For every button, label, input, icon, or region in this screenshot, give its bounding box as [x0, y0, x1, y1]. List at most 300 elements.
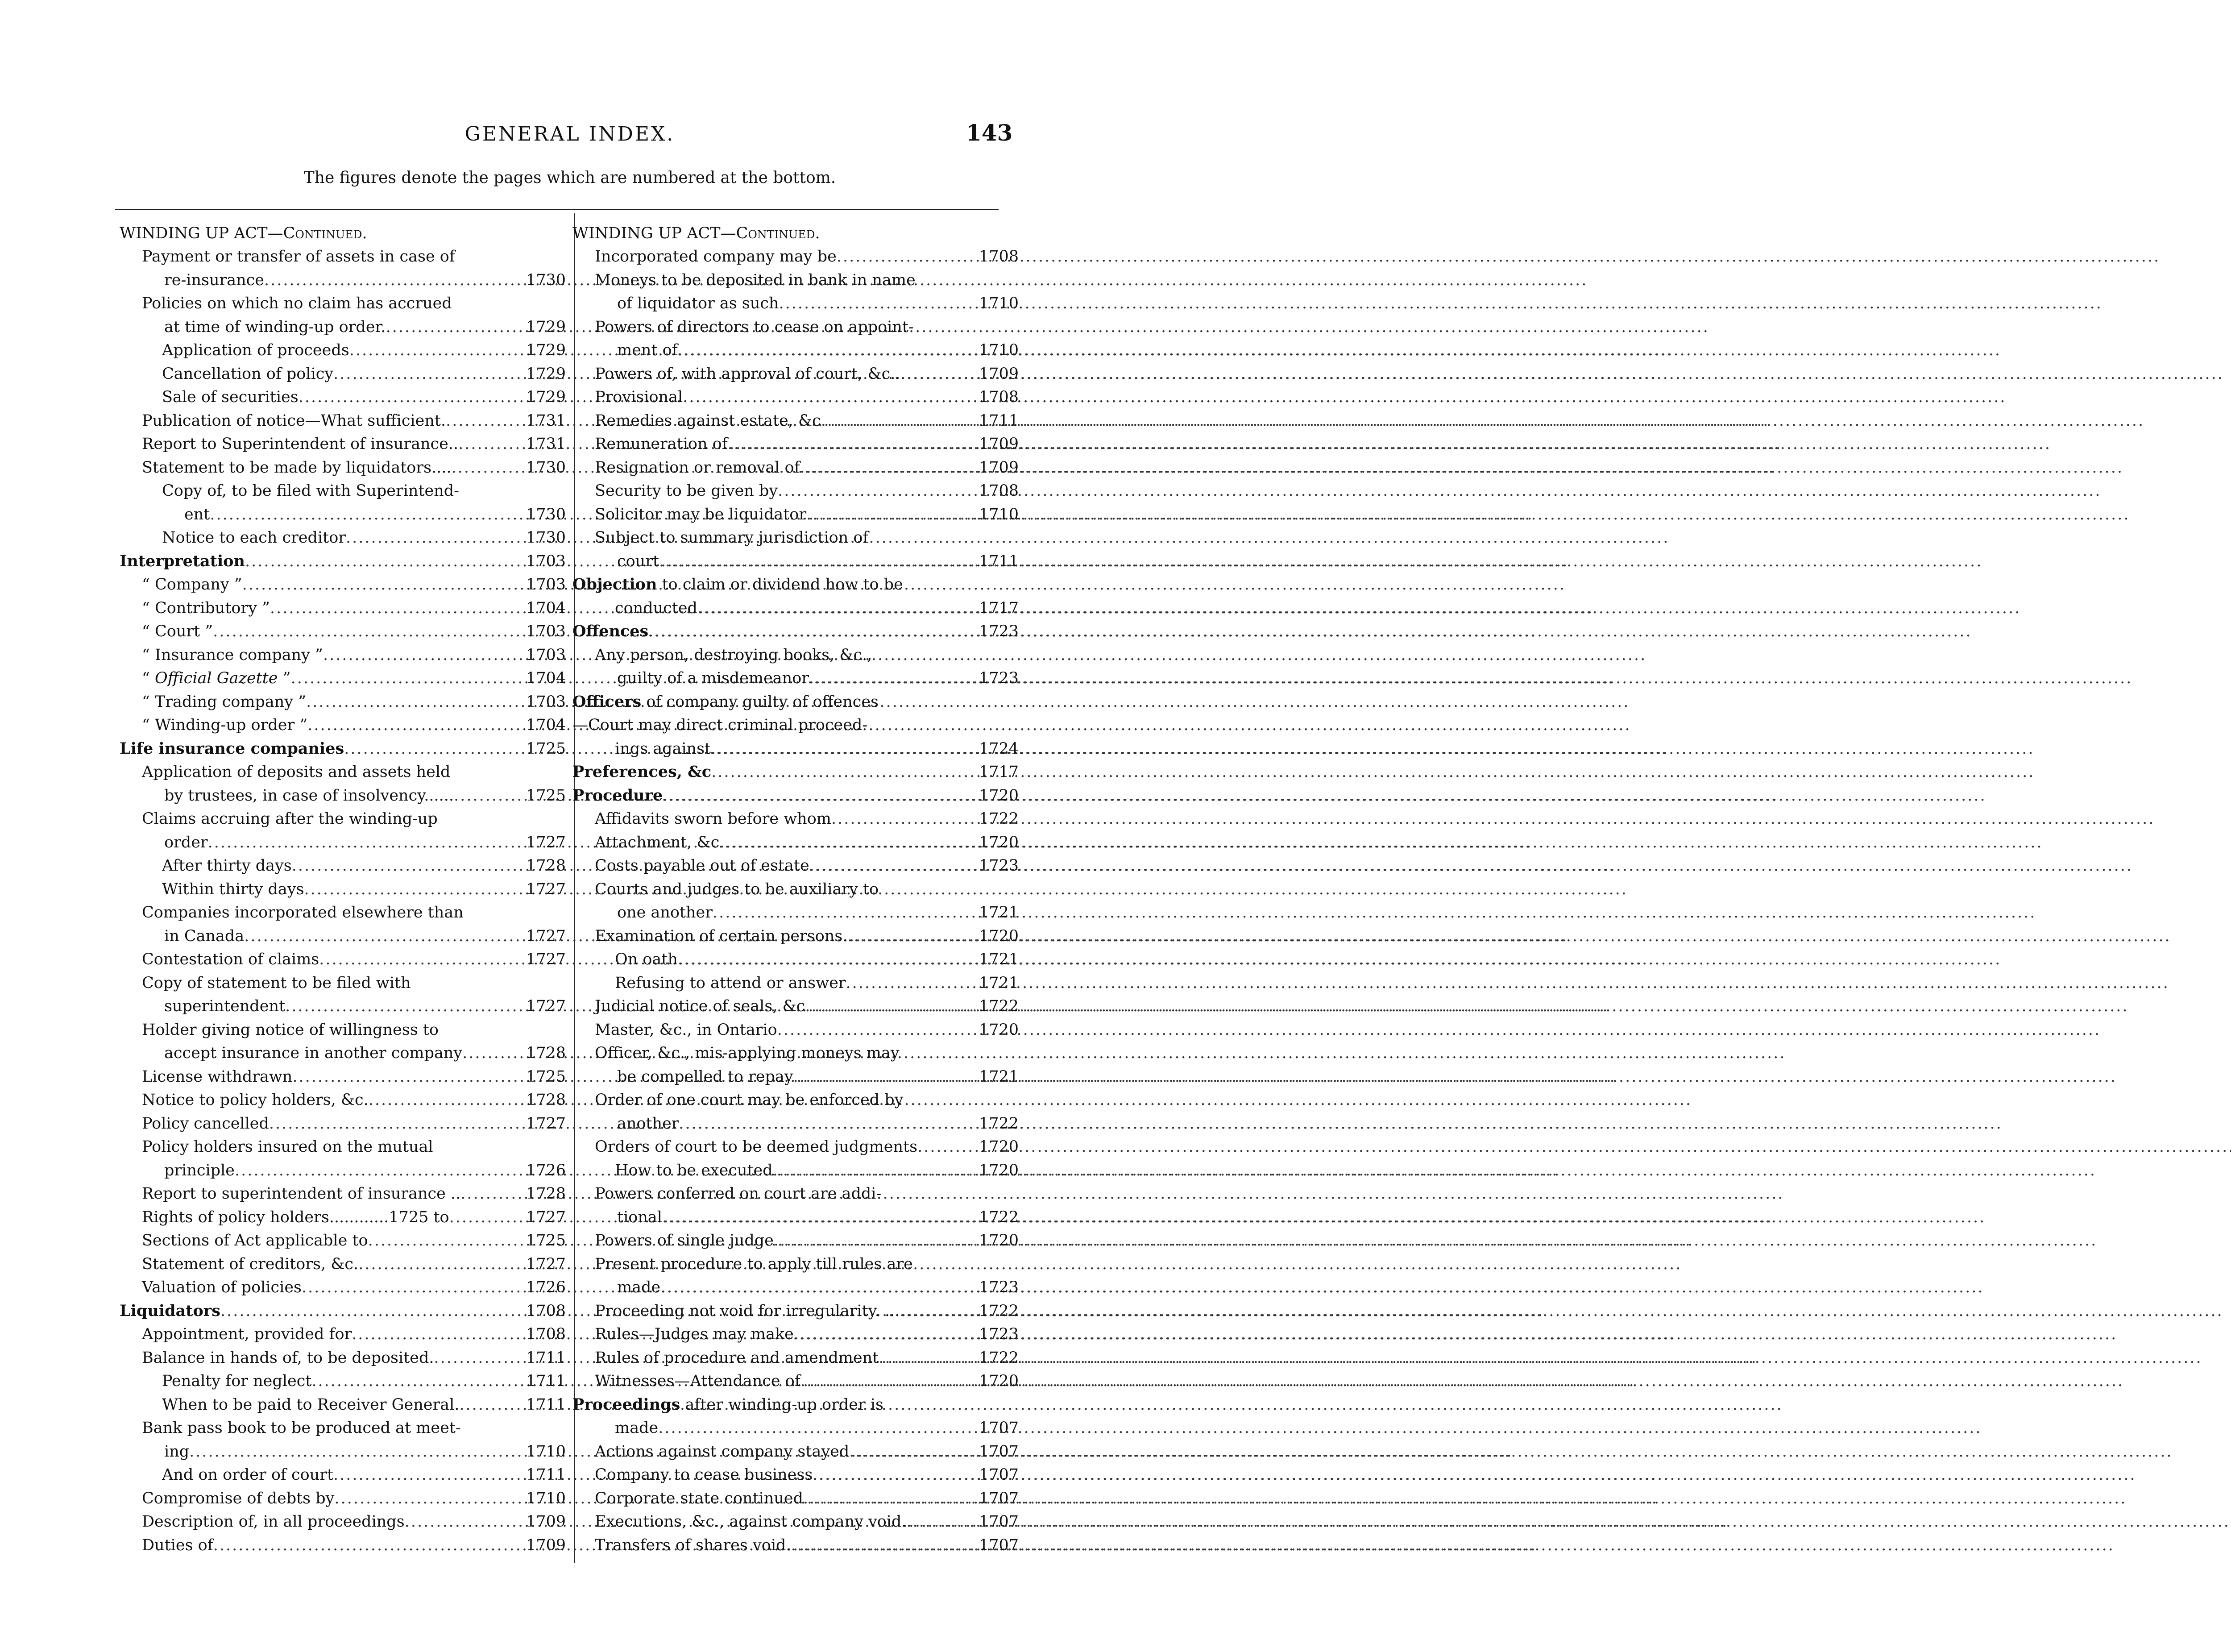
entry-heading-line: Companies incorporated elsewhere than [142, 904, 464, 921]
index-entry [120, 971, 566, 1018]
dot-leader [648, 620, 975, 643]
index-entry [120, 479, 566, 526]
entry-text: re-insurance [164, 271, 264, 289]
entry-text: Preferences, &c [572, 763, 712, 781]
entry-page-number: 1720 [979, 1232, 1019, 1249]
dot-leader [794, 1323, 975, 1346]
entry-page-number: 1731 [526, 435, 566, 453]
dot-leader [292, 854, 523, 878]
entry-page-number: 1729 [526, 341, 566, 359]
index-entry [572, 1182, 1019, 1229]
dot-leader [358, 1253, 523, 1276]
entry-text: Remedies against estate, &c [595, 411, 821, 430]
index-entry [572, 1088, 1019, 1135]
entry-text: When to be paid to Receiver General. [162, 1395, 460, 1414]
entry-text: Penalty for neglect [162, 1372, 312, 1390]
index-entry [572, 831, 1019, 855]
entry-text: Master, &c., in Ontario [595, 1021, 777, 1039]
entry-page-number: 1725 [526, 1067, 566, 1086]
entry-text: Rights of policy holders............1725 to [142, 1208, 449, 1226]
index-entry [120, 620, 566, 643]
index-entry [572, 1440, 1019, 1464]
index-entry [572, 784, 1019, 808]
index-entry [120, 1323, 566, 1346]
entry-text: Balance in hands of, to be deposited. [142, 1349, 434, 1367]
entry-text: principle [164, 1161, 235, 1179]
index-entry [572, 1253, 1019, 1299]
dot-leader [662, 1206, 975, 1229]
index-entry [572, 573, 1019, 620]
index-entry [120, 456, 566, 480]
entry-page-number: 1729 [526, 388, 566, 406]
dot-leader [352, 1323, 523, 1346]
dot-leader [306, 690, 523, 714]
dot-leader [800, 1370, 975, 1393]
entry-text: another [617, 1114, 679, 1133]
index-entry [572, 479, 1019, 503]
index-entry [572, 269, 1019, 315]
dot-leader [837, 245, 975, 269]
dot-leader [803, 1487, 975, 1511]
dot-leader [774, 1229, 975, 1253]
entry-text: Application of proceeds [162, 341, 349, 359]
entry-page-number: 1709 [979, 458, 1019, 477]
index-entry [572, 1370, 1019, 1393]
dot-leader [349, 339, 523, 362]
dot-leader [678, 339, 975, 362]
entry-heading-line: Moneys to be deposited in bank in name [595, 271, 916, 289]
entry-text: made [615, 1419, 659, 1437]
entry-page-number: 1717 [979, 763, 1019, 781]
dot-leader [386, 315, 523, 339]
dot-leader [449, 1206, 523, 1229]
dot-leader [907, 1510, 975, 1534]
dot-leader [711, 737, 975, 761]
entry-page-number: 1728 [526, 1091, 566, 1109]
entry-page-number: 1704 [526, 716, 566, 734]
page-subtitle: The figures denote the pages which are numbered at the bottom. [303, 169, 836, 187]
entry-text: Sections of Act applicable to [142, 1232, 368, 1249]
entry-text: Provisional [595, 388, 683, 406]
entry-page-number: 1725 [526, 739, 566, 758]
dot-leader [189, 1440, 523, 1464]
index-entry [572, 878, 1019, 925]
dot-leader [678, 948, 975, 971]
entry-heading-line: Policies on which no claim has accrued [142, 295, 452, 312]
index-entry [572, 456, 1019, 480]
index-entry [572, 1323, 1019, 1346]
entry-page-number: 1722 [979, 1302, 1019, 1320]
entry-text: Life insurance companies [120, 739, 344, 758]
entry-page-number: 1723 [979, 669, 1019, 687]
dot-leader [292, 1065, 523, 1089]
index-entry [572, 1135, 1019, 1159]
dot-leader [779, 292, 975, 315]
entry-heading-line: Proceedings after winding-up order is [572, 1395, 883, 1414]
entry-heading-line: Claims accruing after the winding-up [142, 810, 438, 828]
entry-heading-line: Order of one court may be enforced by [595, 1091, 904, 1109]
entry-list [572, 245, 1019, 1557]
entry-text: “ Official Gazette ” [142, 669, 291, 687]
index-entry [120, 1463, 566, 1487]
entry-page-number: 1727 [526, 927, 566, 945]
dot-leader [269, 1112, 523, 1136]
index-entry [572, 807, 1019, 831]
entry-text: License withdrawn [142, 1067, 293, 1086]
entry-text: Proceeding not void for irregularity. ... [595, 1302, 900, 1320]
dot-leader [302, 1276, 523, 1299]
dot-leader [213, 1534, 523, 1557]
index-entry [120, 1088, 566, 1112]
dot-leader [663, 784, 975, 808]
index-entry [572, 925, 1019, 948]
entry-text: “ Company ” [142, 576, 242, 594]
entry-page-number: 1727 [526, 880, 566, 898]
entry-page-number: 1720 [979, 1161, 1019, 1179]
dot-leader [879, 1346, 975, 1370]
dot-leader [333, 362, 523, 386]
entry-text: On oath [615, 951, 678, 968]
entry-text: Within thirty days [162, 880, 304, 898]
dot-leader [846, 971, 975, 995]
dot-leader [800, 456, 975, 480]
dot-leader [434, 1346, 523, 1370]
entry-page-number: 1722 [979, 1114, 1019, 1133]
dot-leader [311, 1370, 523, 1393]
entry-text: “ Court ” [142, 623, 213, 640]
entry-heading-line: Present procedure to apply till rules are [595, 1255, 913, 1273]
entry-page-number: 1720 [979, 1138, 1019, 1156]
entry-text: Statement to be made by liquidators.... [142, 458, 452, 477]
dot-leader [208, 831, 523, 855]
entry-heading-line: Powers conferred on court are addi- [595, 1185, 882, 1203]
index-entry [572, 1018, 1019, 1042]
entry-page-number: 1710 [979, 341, 1019, 359]
entry-page-number: 1720 [979, 1372, 1019, 1390]
entry-page-number: 1727 [526, 1255, 566, 1273]
dot-leader [809, 854, 975, 878]
entry-page-number: 1709 [979, 365, 1019, 383]
dot-leader [658, 1416, 975, 1440]
entry-heading-line: Copy of, to be filed with Superintend- [162, 482, 460, 500]
entry-text: at time of winding-up order. [164, 318, 386, 336]
dot-leader [452, 456, 523, 480]
index-entry [572, 362, 1019, 386]
entry-lead-word: Officers [572, 692, 642, 711]
dot-leader [777, 1018, 975, 1042]
dot-leader [319, 948, 523, 971]
entry-page-number: 1722 [979, 810, 1019, 828]
entry-page-number: 1720 [979, 1021, 1019, 1039]
entry-page-number: 1711 [526, 1372, 566, 1390]
index-entry [572, 386, 1019, 409]
dot-leader [244, 925, 523, 948]
entry-page-number: 1709 [526, 1536, 566, 1554]
entry-page-number: 1711 [979, 411, 1019, 430]
entry-page-number: 1720 [979, 927, 1019, 945]
dot-leader [805, 995, 975, 1018]
entry-text: Interpretation [120, 552, 245, 570]
index-entry [120, 1112, 566, 1136]
entry-text: Notice to policy holders, &c. [142, 1091, 369, 1109]
index-entry [572, 245, 1019, 269]
entry-page-number: 1727 [526, 951, 566, 968]
entry-page-number: 1710 [979, 505, 1019, 523]
dot-leader [346, 526, 523, 550]
entry-text: guilty of a misdemeanor [617, 669, 809, 687]
entry-page-number: 1707 [979, 1513, 1019, 1531]
dot-leader [405, 1510, 523, 1534]
index-entry [572, 1159, 1019, 1183]
index-entry [572, 1510, 1019, 1534]
entry-text: And on order of court [162, 1466, 334, 1484]
index-entry [120, 948, 566, 971]
dot-leader [778, 479, 975, 503]
index-entry [120, 1229, 566, 1253]
entry-text: order [164, 833, 208, 851]
entry-page-number: 1711 [526, 1349, 566, 1367]
dot-leader [697, 597, 975, 620]
entry-page-number: 1727 [526, 1114, 566, 1133]
entry-heading-line: Objection to claim or dividend how to be [572, 575, 903, 594]
dot-leader [210, 503, 523, 527]
dot-leader [270, 597, 523, 620]
entry-text: made [617, 1278, 661, 1296]
entry-text: be compelled to repay [617, 1067, 793, 1086]
entry-page-number: 1708 [979, 248, 1019, 266]
entry-page-number: 1722 [979, 1349, 1019, 1367]
index-entry [120, 1534, 566, 1557]
dot-leader [323, 643, 523, 667]
entry-page-number: 1703 [526, 623, 566, 640]
index-entry [572, 1487, 1019, 1511]
index-entry [120, 901, 566, 948]
entry-heading-line: Holder giving notice of willingness to [142, 1021, 439, 1039]
entry-text: Resignation or removal of [595, 458, 800, 477]
entry-text: Valuation of policies [142, 1278, 302, 1296]
entry-lead-word: Proceedings [572, 1395, 680, 1414]
dot-leader [307, 714, 523, 737]
entry-text: Transfers of shares void. [595, 1536, 791, 1554]
entry-text: Security to be given by [595, 482, 778, 500]
entry-page-number: 1729 [526, 318, 566, 336]
dot-leader [264, 269, 523, 292]
entry-text: After thirty days [162, 857, 292, 875]
entry-heading-line: Subject to summary jurisdiction of [595, 529, 869, 547]
entry-page-number: 1722 [979, 1208, 1019, 1226]
dot-leader [793, 1065, 975, 1089]
index-entry [572, 690, 1019, 761]
index-entry [120, 292, 566, 339]
entry-page-number: 1721 [979, 1067, 1019, 1086]
dot-leader [809, 667, 975, 690]
entry-text: Sale of securities [162, 388, 299, 406]
entry-text: Contestation of claims [142, 951, 319, 968]
entry-heading-line: Policy holders insured on the mutual [142, 1138, 433, 1156]
index-entry [120, 807, 566, 854]
index-entry [120, 339, 566, 362]
index-entry [120, 597, 566, 620]
entry-text: How to be executed [615, 1161, 773, 1179]
entry-page-number: 1727 [526, 997, 566, 1015]
entry-text: Offences [572, 622, 649, 640]
entry-page-number: 1707 [979, 1466, 1019, 1484]
dot-leader [713, 901, 975, 925]
dot-leader [344, 737, 523, 761]
entry-text: ent [184, 505, 210, 523]
index-entry [120, 550, 566, 573]
entry-text: “ Trading company ” [142, 693, 307, 711]
entry-text: Rules of procedure and amendment [595, 1349, 879, 1367]
dot-leader [683, 386, 975, 409]
entry-text: Orders of court to be deemed judgments [595, 1138, 918, 1156]
dot-leader [659, 550, 975, 573]
entry-text: Powers of, with approval of court, &c.. [595, 365, 900, 383]
entry-text: superintendent [164, 997, 286, 1015]
entry-text: Liquidators [120, 1301, 220, 1320]
entry-page-number: 1703 [526, 693, 566, 711]
entry-text: conducted [615, 599, 697, 617]
index-entry [572, 315, 1019, 362]
entry-page-number: 1730 [526, 458, 566, 477]
entry-page-number: 1730 [526, 271, 566, 289]
entry-text: of liquidator as such [617, 295, 779, 312]
entry-text: “ Winding-up order ” [142, 716, 308, 734]
index-entry [120, 737, 566, 761]
column-heading: WINDING UP ACT—Continued. [572, 224, 820, 242]
entry-heading-line: Any person, destroying books, &c., [595, 646, 872, 664]
entry-page-number: 1731 [526, 411, 566, 430]
index-entry [572, 432, 1019, 456]
entry-page-number: 1708 [979, 388, 1019, 406]
dot-leader [454, 784, 523, 808]
index-entry [120, 245, 566, 292]
entry-page-number: 1728 [526, 1044, 566, 1062]
dot-leader [285, 995, 523, 1018]
entry-page-number: 1726 [526, 1278, 566, 1296]
entry-page-number: 1729 [526, 365, 566, 383]
index-entry [572, 1463, 1019, 1487]
entry-text: Company to cease business [595, 1466, 813, 1484]
dot-leader [220, 1299, 523, 1323]
entry-page-number: 1707 [979, 1536, 1019, 1554]
entry-text: Witnesses—Attendance of [595, 1372, 800, 1390]
dot-leader [462, 1042, 523, 1065]
index-entry [120, 573, 566, 597]
dot-leader [242, 573, 523, 597]
entry-text: Publication of notice—What sufficient. [142, 411, 446, 430]
index-entry [572, 526, 1019, 573]
entry-text: ing [164, 1442, 190, 1461]
entry-text: Costs payable out of estate [595, 857, 809, 875]
index-entry [120, 1370, 566, 1393]
entry-text: Statement of creditors, &c. [142, 1255, 359, 1273]
index-entry [120, 1299, 566, 1323]
dot-leader [291, 667, 523, 690]
entry-page-number: 1720 [979, 786, 1019, 805]
entry-page-number: 1720 [979, 833, 1019, 851]
entry-heading-line: Copy of statement to be filed with [142, 974, 411, 992]
index-entry [572, 948, 1019, 971]
entry-page-number: 1707 [979, 1442, 1019, 1461]
entry-page-number: 1730 [526, 529, 566, 547]
entry-heading-line: Payment or transfer of assets in case of [142, 248, 455, 266]
dot-leader [660, 1276, 975, 1299]
entry-text: Description of, in all proceedings [142, 1513, 405, 1531]
index-entry [120, 1510, 566, 1534]
entry-text: Corporate state continued [595, 1489, 804, 1507]
dot-leader [460, 1182, 523, 1206]
entry-text: Notice to each creditor [162, 529, 346, 547]
entry-heading-line: Officer, &c., mis-applying moneys may [595, 1044, 900, 1062]
entry-page-number: 1708 [526, 1302, 566, 1320]
header-rule [115, 209, 999, 210]
dot-leader [245, 550, 523, 573]
dot-leader [369, 1088, 523, 1112]
index-entry [120, 1393, 566, 1417]
index-entry [120, 409, 566, 433]
entry-text: Report to Superintendent of insurance.. [142, 435, 459, 453]
index-entry [120, 526, 566, 550]
dot-leader [368, 1229, 523, 1253]
entry-lead-word: Objection [572, 575, 657, 594]
entry-page-number: 1717 [979, 599, 1019, 617]
index-entry [572, 643, 1019, 690]
index-entry [120, 432, 566, 456]
entry-page-number: 1711 [526, 1466, 566, 1484]
index-entry [572, 1299, 1019, 1323]
index-entry [572, 760, 1019, 784]
entry-page-number: 1728 [526, 857, 566, 875]
entry-text: Incorporated company may be [595, 248, 837, 266]
index-column-right [572, 222, 1019, 1557]
entry-text: Rules—Judges may make [595, 1325, 794, 1343]
index-entry [572, 971, 1019, 995]
entry-page-number: 1722 [979, 997, 1019, 1015]
index-entry [120, 1135, 566, 1182]
dot-leader [849, 1440, 975, 1464]
dot-leader [728, 432, 975, 456]
dot-leader [917, 1135, 975, 1159]
index-entry [572, 1393, 1019, 1440]
dot-leader [304, 878, 523, 901]
entry-text: ings against [615, 739, 711, 758]
entry-page-number: 1709 [526, 1513, 566, 1531]
entry-text: Duties of [142, 1536, 213, 1554]
index-entry [120, 1416, 566, 1463]
index-entry [572, 1534, 1019, 1557]
entry-page-number: 1710 [526, 1442, 566, 1461]
index-entry [120, 1182, 566, 1206]
entry-heading-line: Officers of company guilty of offences [572, 692, 879, 711]
entry-page-number: 1728 [526, 1185, 566, 1203]
entry-page-number: 1703 [526, 576, 566, 594]
index-entry [572, 409, 1019, 433]
entry-text: “ Insurance company ” [142, 646, 323, 664]
entry-text: Solicitor may be liquidator [595, 505, 807, 523]
dot-leader [806, 503, 975, 527]
dot-leader [459, 1393, 523, 1417]
entry-text: Affidavits sworn before whom [595, 810, 831, 828]
entry-page-number: 1703 [526, 552, 566, 570]
index-entry [120, 667, 566, 690]
entry-heading-line: Powers of directors to cease on appoint- [595, 318, 914, 336]
entry-heading-line: Courts and judges to be auxiliary to [595, 880, 879, 898]
entry-text: one another [617, 904, 713, 921]
index-entry [120, 760, 566, 807]
entry-page-number: 1723 [979, 857, 1019, 875]
index-entry [572, 995, 1019, 1018]
